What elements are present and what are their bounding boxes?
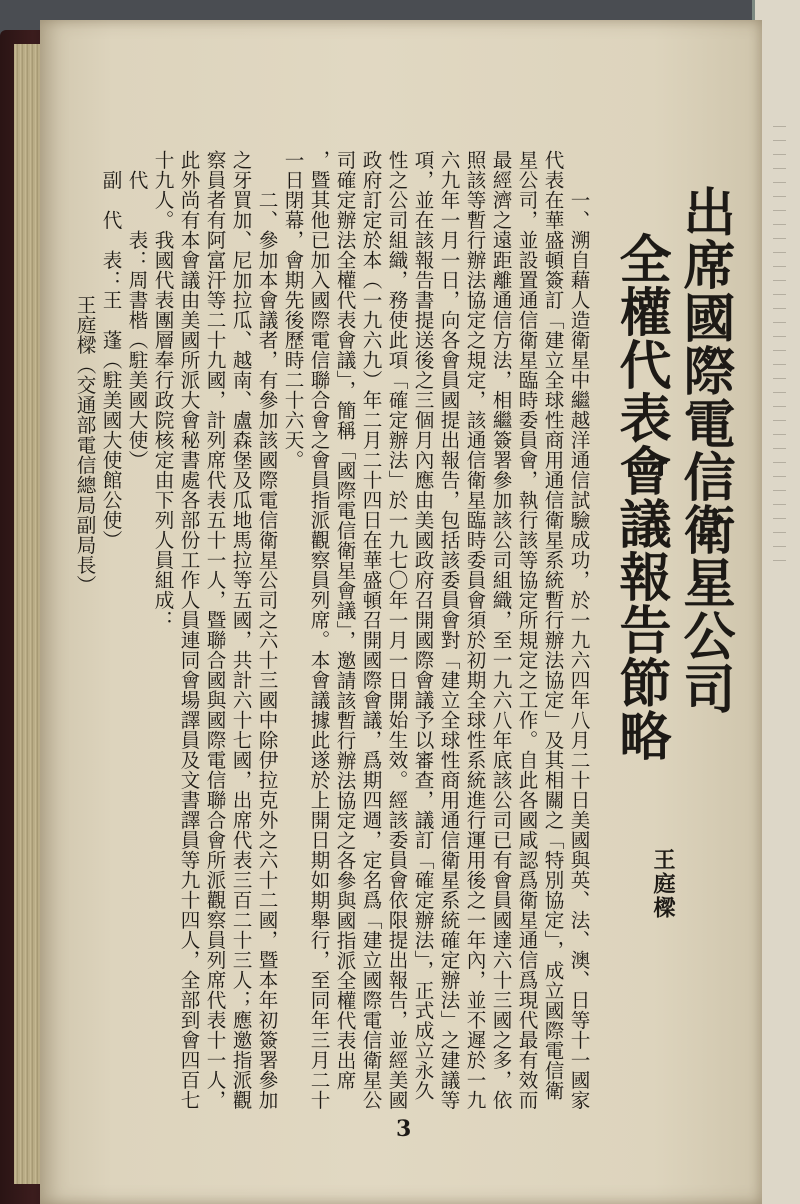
body-line: 項，並在該報告書提送後之三個月內應由美國政府召開國際會議予以審查，議訂「確定辦法」，正式成立永久: [411, 150, 434, 1101]
body-line: 星公司，並設置通信衛星臨時委員會，執行該等協定所規定之工作。自此各國咸認爲衛星通信爲現代最有效而: [515, 150, 538, 1110]
body-line: 代 表：周書楷（駐美國大使）: [125, 170, 148, 470]
book-page: [40, 20, 762, 1204]
body-line: 察員者有阿富汗等二十九國，計列席代表五十一人，暨聯合國與國際電信聯合會所派觀察員列席代表十一人，: [203, 150, 226, 1110]
body-line: 十九人。我國代表團層奉行政院核定由下列人員組成：: [151, 150, 174, 630]
body-line: ，暨其他已加入國際電信聯合會之會員指派觀察員列席。本會議據此遂於上開日期如期舉行，至同年三月二十: [307, 150, 330, 1110]
body-line: 司確定辦法全權代表會議」，簡稱「國際電信衛星會議」，邀請該暫行辦法協定之各參與國指派全權代表出席: [333, 150, 356, 1091]
body-line: 照該等暫行辦法協定之規定，該通信衛星臨時委員會須於初期全球性系統進行運用後之一年內，並不遲於一九: [463, 150, 486, 1110]
body-line: 副 代 表：王 蓬（駐美國大使館公使）: [99, 170, 122, 550]
body-line: 王庭樑（交通部電信總局副局長）: [73, 295, 96, 595]
body-line: 此外尚有本會議由美國所派大會秘書處各部份工作人員連同會場譯員及文書譯員等九十四人，全部到會四百七: [177, 150, 200, 1110]
body-line: 一、溯自藉人造衛星中繼越洋通信試驗成功，於一九六四年八月二十日美國與英、法、澳、日等十一國家: [567, 190, 590, 1110]
adjacent-page: ｜｜｜｜｜｜｜｜｜｜｜｜｜｜｜｜｜｜｜｜｜｜｜｜｜｜｜｜｜｜｜｜: [752, 0, 800, 1204]
author-name: 王庭樑: [650, 848, 676, 920]
body-line: 性之公司組織，務使此項「確定辦法」於一九七〇年一月一日開始生效。經該委員會依限提出報告，並經美國: [385, 150, 408, 1110]
body-line: 政府訂定於本（一九六九）年二月二十四日在華盛頓召開國際會議，爲期四週，定名爲「建立國際電信衛星公: [359, 150, 382, 1110]
body-line: 代表在華盛頓簽訂「建立全球性商用通信衛星系統暫行辦法協定」及其相關之「特別協定」，成立國際電信衛: [541, 150, 564, 1101]
title-line-1: 出席國際電信衛星公司: [674, 185, 735, 715]
body-line: 六九年一月一日，向各會員國提出報告，包括該委員會對「建立全球性商用通信衛星系統確定辦法」之建議等: [437, 150, 460, 1110]
body-line: 二、參加本會議者，有參加該國際電信衛星公司之六十三國中除伊拉克外之六十二國，暨本年初簽署參加: [255, 190, 278, 1110]
title-line-2: 全權代表會議報告節略: [610, 232, 671, 762]
body-line: 一日閉幕，會期先後歷時二十六天。: [281, 150, 304, 470]
page-number: 3: [396, 1116, 412, 1142]
body-line: 最經濟之遠距離通信方法，相繼簽署參加該公司組織，至一九六八年底該公司已有會員國達六十三國之多，依: [489, 150, 512, 1110]
body-line: 之牙買加、尼加拉瓜、越南、盧森堡及瓜地馬拉等五國，共計六十七國，出席代表三百二十三人；應邀指派觀: [229, 150, 252, 1110]
